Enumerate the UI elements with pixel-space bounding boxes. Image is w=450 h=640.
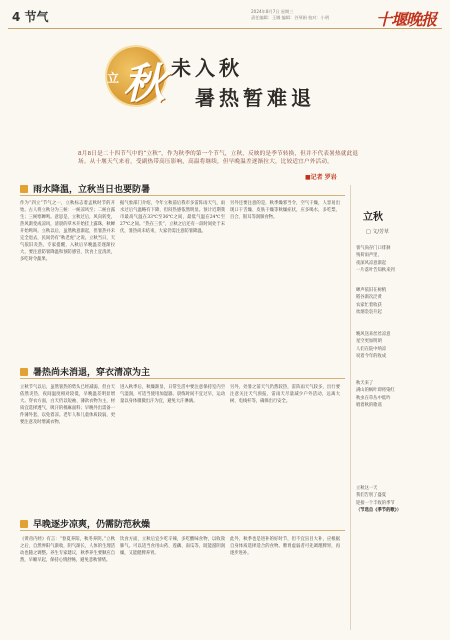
poem-sidebar xyxy=(350,185,447,630)
poem-source: （节选自《季节的歌》） xyxy=(356,507,402,513)
hero-banner xyxy=(8,40,443,145)
heading-marker-icon xyxy=(20,520,28,528)
poem-line: 秋虫在草丛中低吟 xyxy=(356,395,391,401)
poem-line: 唱着秋的歌谣 xyxy=(356,402,382,408)
headline-line1: 未入秋 xyxy=(171,56,243,80)
poem-stanza xyxy=(351,380,447,409)
heading-marker-icon xyxy=(20,185,28,193)
poem-line: 说着今年的收成 xyxy=(356,353,387,359)
section-heading-dryness xyxy=(20,517,345,530)
heading-rule xyxy=(20,530,345,531)
poem-stanza xyxy=(351,287,447,316)
section3-col1: 《黄帝内经》有言：“春夏养阳，秋冬养阴。”立秋之后，自然界阳气渐收，阴气渐长，人体的生理活动也随之调整。养生专家建议，秋季养生要顺应自然，早睡早起，保持心情舒畅，避免悲秋情绪。 xyxy=(20,537,115,563)
poem-line: 夜深风凉意渐起 xyxy=(356,260,387,266)
poem-line: 秋天来了 xyxy=(356,381,374,386)
section2-col1: 立秋节气以后，虽然暑热的势头已经减弱，但白天依然炎热，夜间温度相对较低，早晚温差明显增大。穿衣方面，白天仍以短袖、薄款衣物为主，材质宜选择透气、吸汗的棉麻面料；早晚外出需备一件薄外套，以免着凉。老年人和儿童体质较弱，更要注意及时增减衣物。 xyxy=(20,385,115,425)
badge-char-qiu: 秋 xyxy=(123,59,166,108)
heading-rule xyxy=(20,378,345,379)
poem-line: 我们告别了盛夏 xyxy=(356,493,387,499)
poem-line: 一片落叶告知秋来到 xyxy=(356,267,395,273)
section-heading-rain xyxy=(20,182,345,195)
section1-col1: 作为“四立”节气之一，立秋标志着孟秋时节的开始。古人将立秋分为三候：一候凉风至；二候白露生；三候寒蝉鸣。意思是，立秋过后，风向转变，热风渐变成凉风，清晨的草木开始挂上露珠，秋蝉开始鸣叫。立秋以后，虽然秋意渐起，但暑热并未完全退去，民间仍有“秋老虎”之说。立秋当日，天气依旧炎热。专家提醒，入秋后早晚温差逐渐拉大，要注意防暑降温和预防感冒，饮食上宜清淡，多吃时令蔬果。 xyxy=(20,201,115,262)
page-number: 4 节气 xyxy=(12,10,49,24)
poem-line: 稻谷渐次泛黄 xyxy=(356,295,382,301)
issue-meta xyxy=(251,9,329,21)
poem-stanza xyxy=(351,245,447,274)
headline-line2: 暑热暂难退 xyxy=(195,86,315,110)
section-heading-text: 早晚逐步凉爽，仍需防范秋燥 xyxy=(33,520,151,530)
poem-stanza xyxy=(351,485,447,514)
poem-line: 星空更加明朗 xyxy=(356,339,382,345)
poem-line: 蝉声依旧在树梢 xyxy=(356,288,387,293)
page-header xyxy=(8,6,442,29)
section-heading-text: 暑热尚未消退，穿衣清凉为主 xyxy=(33,368,151,378)
poem-line: 晚风送来丝丝凉意 xyxy=(356,332,391,337)
section-heading-text: 雨水降温，立秋当日也要防暑 xyxy=(33,185,151,195)
issue-editors: 责任编辑：王娜 编辑：谷琴娟 校对：小明 xyxy=(251,15,330,20)
brand-logo: 十堰晚报 xyxy=(375,10,436,29)
section1-col3: 另外还要注意的是，秋季燥邪当令，空气干燥，人容易出现口干舌燥、皮肤干燥等秋燥症状，应多喝水，多吃梨、百合、银耳等润肺食物。 xyxy=(230,201,340,220)
poem-stanza xyxy=(351,331,447,360)
reporter-byline: ■记者 罗岩 xyxy=(305,174,337,181)
section2-col2: 进入秋季后，秋燥渐显，日常生活中要注意保持室内空气湿润，可适当使用加湿器。晨练时间不宜过早，运动量以身体微微出汗为宜，避免大汗淋漓。 xyxy=(120,385,225,404)
poem-author: □ 文/芳草 xyxy=(366,229,389,235)
section1-col2: 据气象部门介绍，今年立秋前后我市多雷阵雨天气，雨水过后气温略有下降，但闷热感依然明显。预计近期我市最高气温在33℃至36℃之间，最低气温在24℃至27℃之间。“热在三伏”，立秋之后还有一段时间处于末伏，暑热尚未结束，大家仍需注意防暑降温。 xyxy=(120,201,225,234)
poem-title: 立秋 xyxy=(363,212,383,223)
section3-col3: 此外，秋季也是进补的好时节，但不宜盲目大补，应根据自身体质选择适合的食物。脾胃虚弱者可先调理脾胃，再逐步进补。 xyxy=(230,537,340,556)
poem-line: 人们在院中纳凉 xyxy=(356,346,387,352)
section3-col2: 饮食方面，立秋后宜少吃辛辣，多吃酸味食物，以收敛肺气。可以适当食用山药、莲藕、南瓜等，既能滋阴润燥，又能健脾养胃。 xyxy=(120,537,225,556)
badge-char-li: 立 xyxy=(107,71,120,85)
section2-col3: 另外，处暑之前天气仍然较热，雷阵雨天气较多，出行要注意关注天气预报，雷雨天尽量减少户外活动，远离大树、电线杆等，确保出行安全。 xyxy=(230,385,340,404)
heading-rule xyxy=(20,195,345,196)
poem-line: 炊烟袅袅升起 xyxy=(356,309,382,315)
lede-paragraph: 8月8日是二十四节气中的“立秋”，作为秋季的第一个节气，立秋，反映的是季节转换，但并不代表暑热就此退场。从十堰天气来看，受副热带高压影响，高温将继续，但早晚温差逐渐拉大，比较适宜户外活动。 xyxy=(78,151,359,166)
poem-line: 立秋这一天 xyxy=(356,486,378,491)
poem-line: 残荷雨声里， xyxy=(356,253,382,259)
poem-line: 暑气尚存门口徘徊 xyxy=(356,246,391,251)
liqiu-badge xyxy=(105,45,169,109)
poem-line: 迎接一个丰收的季节 xyxy=(356,500,395,506)
poem-line: 满山的枫叶即将染红 xyxy=(356,388,395,394)
poem-line: 农家忙着收获 xyxy=(356,302,382,308)
section-heading-clothing xyxy=(20,365,345,378)
issue-date: 2024年8月7日 星期三 xyxy=(251,9,294,14)
heading-marker-icon xyxy=(20,368,28,376)
